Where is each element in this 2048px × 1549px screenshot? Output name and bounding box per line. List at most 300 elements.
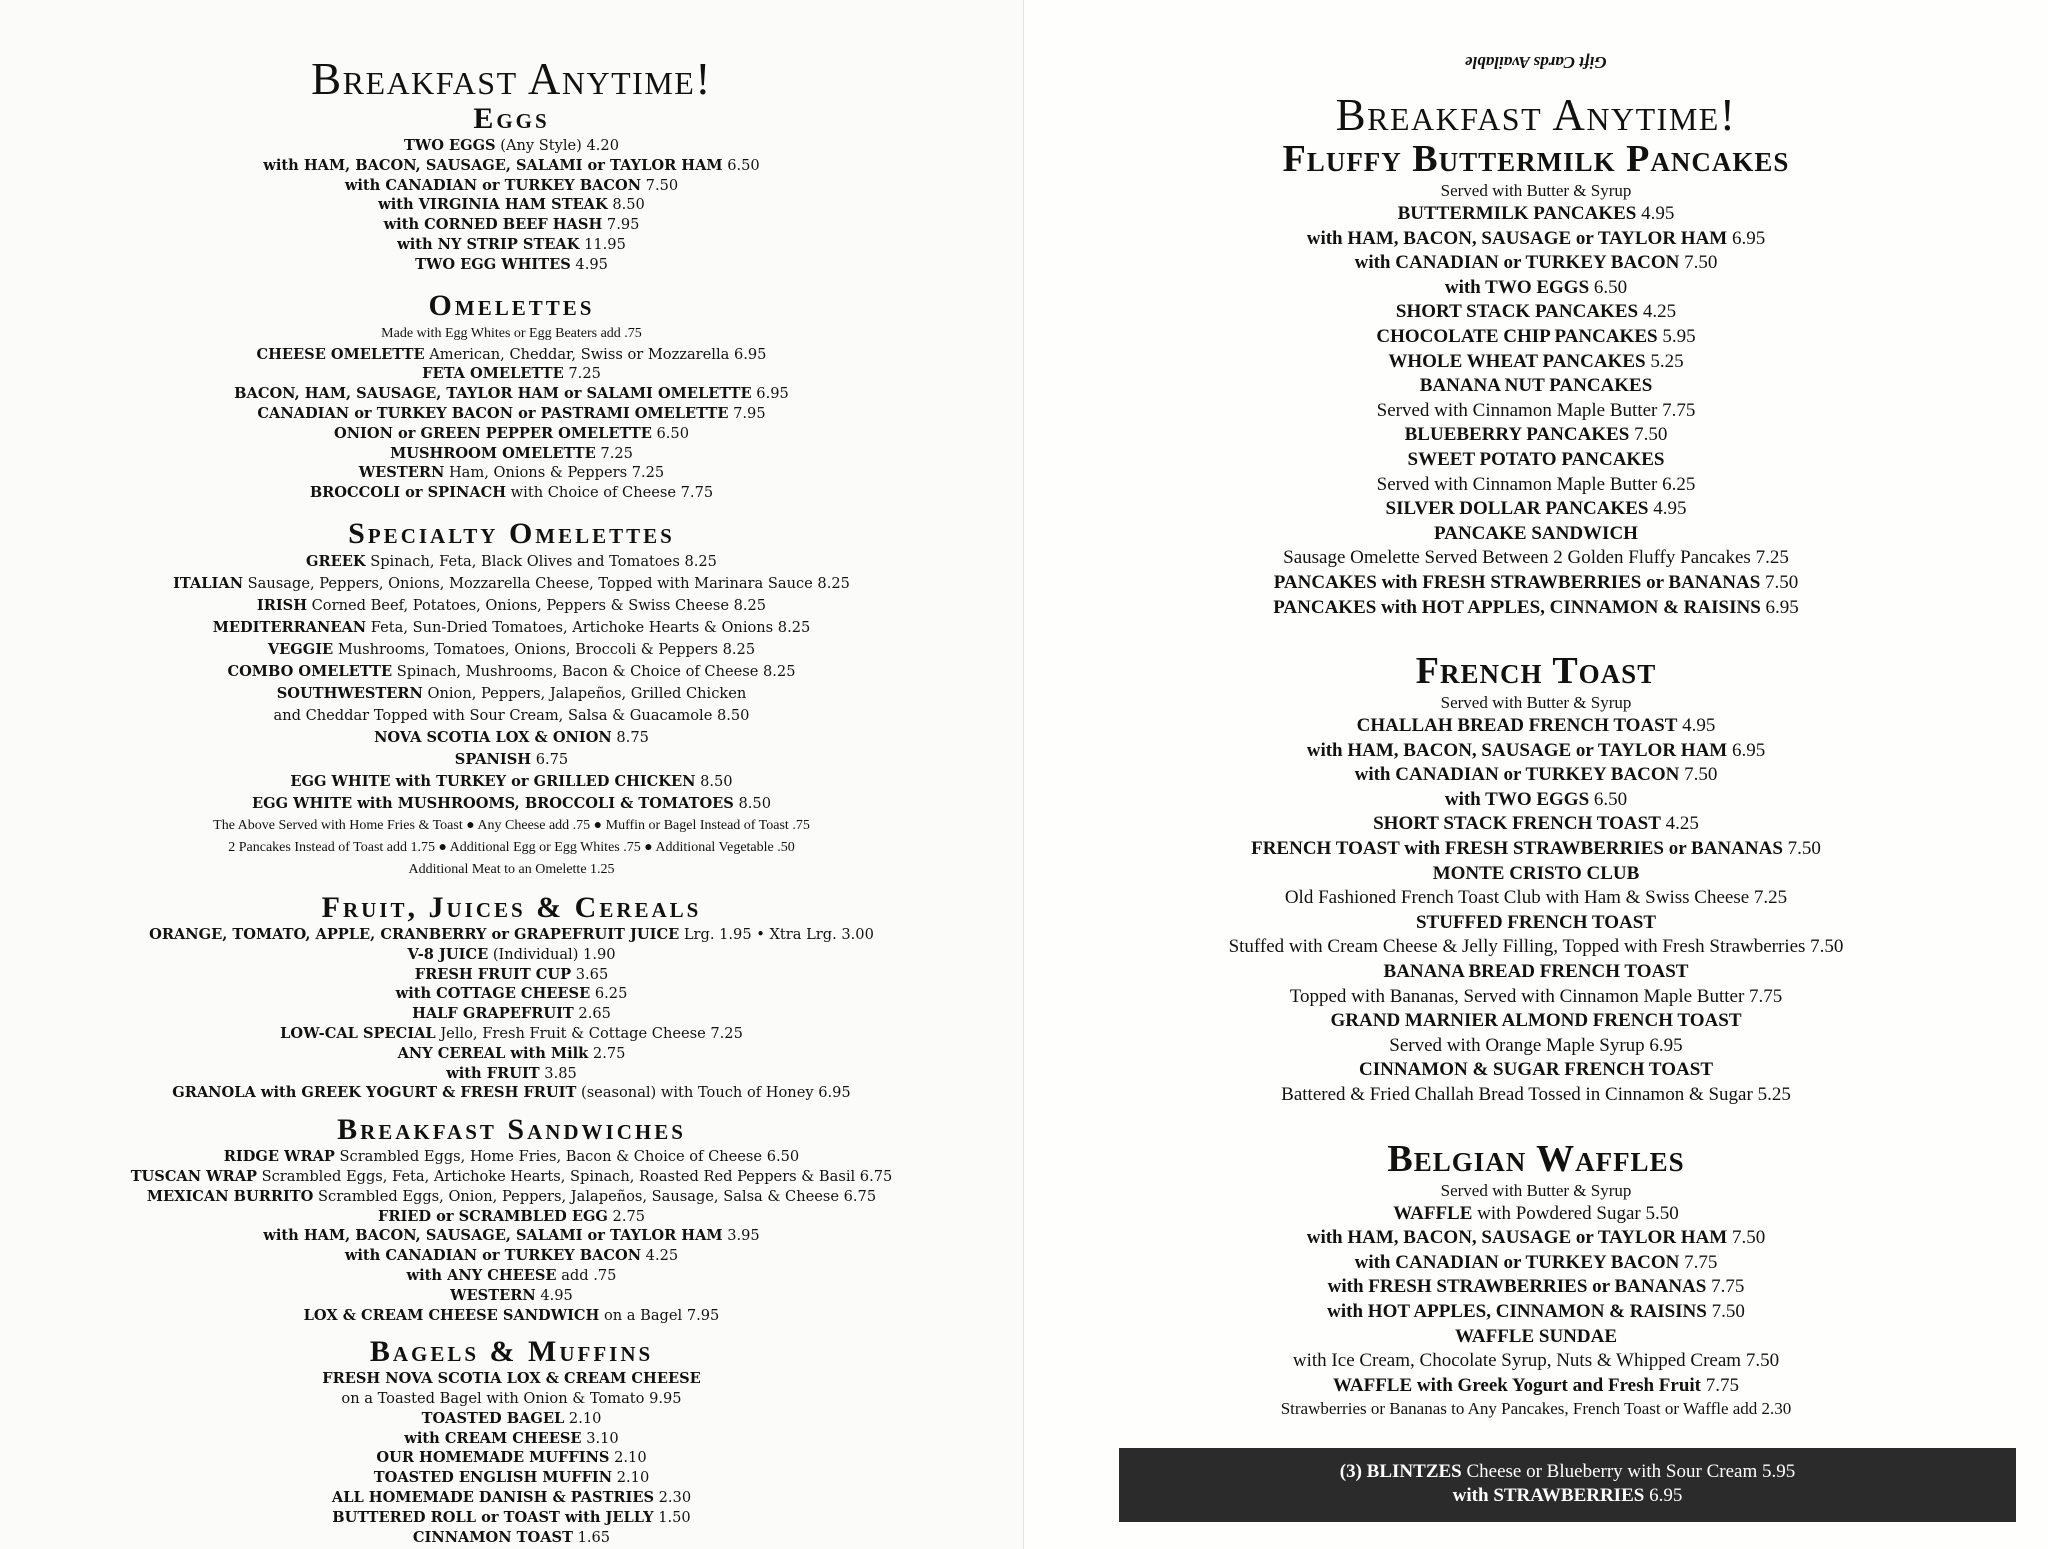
menu-item-line — [1024, 788, 2048, 813]
menu-item-detail: 6.50 — [722, 156, 760, 174]
menu-item-line — [0, 683, 1023, 705]
menu-item-line — [0, 1369, 1023, 1389]
menu-item-line — [0, 176, 1023, 196]
menu-item-name: with CREAM CHEESE — [404, 1429, 582, 1447]
menu-item-line — [0, 661, 1023, 683]
menu-item-line — [0, 1226, 1023, 1246]
menu-item-line — [0, 1448, 1023, 1468]
menu-item-line — [0, 771, 1023, 793]
menu-item-detail: Spinach, Feta, Black Olives and Tomatoes 8.25 — [365, 552, 717, 570]
menu-item-line — [0, 345, 1023, 365]
french-toast-heading: French Toast — [1415, 650, 1657, 693]
menu-item-name: SILVER DOLLAR PANCAKES — [1385, 498, 1649, 520]
menu-item-name: TUSCAN WRAP — [130, 1167, 257, 1185]
menu-item-name: CANADIAN or TURKEY BACON or PASTRAMI OMELETTE — [257, 404, 729, 422]
menu-item-name: with HAM, BACON, SAUSAGE or TAYLOR HAM — [1306, 739, 1728, 761]
menu-item-line — [1024, 522, 2048, 547]
menu-item-line — [0, 255, 1023, 275]
menu-item-line — [1024, 325, 2048, 350]
menu-item-line — [0, 195, 1023, 215]
menu-item-detail: Scrambled Eggs, Onion, Peppers, Jalapeños, Sausage, Salsa & Cheese 6.75 — [313, 1187, 877, 1205]
menu-item-name: LOW-CAL SPECIAL — [280, 1024, 436, 1042]
pancakes-list — [1024, 202, 2048, 620]
menu-item-name: with CANADIAN or TURKEY BACON — [1354, 1251, 1680, 1273]
waffles-addon-note: Strawberries or Bananas to Any Pancakes, French Toast or Waffle add 2.30 — [1280, 1399, 1792, 1419]
menu-item-line — [0, 136, 1023, 156]
menu-item-name: with NY STRIP STEAK — [397, 235, 580, 253]
menu-item-name: LOX & CREAM CHEESE SANDWICH — [303, 1306, 600, 1324]
menu-item-line — [0, 444, 1023, 464]
menu-item-detail: Lrg. 1.95 • Xtra Lrg. 3.00 — [679, 925, 874, 943]
menu-item-detail: 7.25 — [595, 444, 633, 462]
menu-item-detail: 2.10 — [609, 1449, 647, 1467]
right-page-title: Breakfast Anytime! — [1335, 90, 1737, 140]
menu-item-line — [0, 1083, 1023, 1103]
menu-item-line — [1024, 911, 2048, 936]
menu-item-detail: 6.95 — [1760, 596, 1799, 618]
menu-item-detail: 4.25 — [1638, 301, 1677, 323]
menu-item-detail: (seasonal) with Touch of Honey 6.95 — [576, 1084, 851, 1102]
menu-item-name: BROCCOLI or SPINACH — [309, 484, 507, 502]
menu-item-detail: Served with Cinnamon Maple Butter 6.25 — [1376, 473, 1696, 495]
menu-item-name: WESTERN — [450, 1286, 536, 1304]
belgian-waffles-heading: Belgian Waffles — [1387, 1137, 1685, 1180]
menu-item-line — [1024, 202, 2048, 227]
menu-item-detail: 7.75 — [1706, 1276, 1745, 1298]
menu-item-line — [0, 215, 1023, 235]
menu-item-detail: 6.50 — [1589, 276, 1628, 298]
breakfast-sandwiches-heading: Breakfast Sandwiches — [337, 1113, 686, 1147]
menu-item-line — [0, 595, 1023, 617]
menu-item-detail: 5.95 — [1657, 325, 1696, 347]
menu-item-detail: 1.65 — [572, 1528, 611, 1546]
fruit-juices-cereals-heading: Fruit, Juices & Cereals — [321, 890, 702, 924]
menu-item-line — [0, 945, 1023, 965]
menu-item-detail: with Powdered Sugar 5.50 — [1472, 1202, 1679, 1224]
menu-item-name: SWEET POTATO PANCAKES — [1407, 448, 1665, 470]
menu-item-name: ONION or GREEN PEPPER OMELETTE — [334, 424, 652, 442]
menu-item-detail: 3.85 — [539, 1064, 577, 1082]
menu-item-detail: Scrambled Eggs, Home Fries, Bacon & Choice of Cheese 6.50 — [334, 1148, 800, 1166]
menu-item-detail: 8.50 — [733, 794, 771, 812]
menu-item-line — [0, 617, 1023, 639]
menu-item-detail: 7.50 — [1706, 1300, 1745, 1322]
menu-item-name: FETA OMELETTE — [422, 365, 564, 383]
menu-item-detail: 7.50 — [641, 176, 679, 194]
menu-item-line — [1024, 763, 2048, 788]
menu-item-detail: 3.65 — [571, 965, 609, 983]
menu-item-name: V-8 JUICE — [407, 945, 489, 963]
menu-item-line — [1024, 374, 2048, 399]
menu-item-name: WESTERN — [358, 464, 445, 482]
menu-item-detail: 7.95 — [602, 216, 640, 234]
menu-item-detail: 7.50 — [1629, 424, 1668, 446]
menu-item-detail: 7.75 — [1679, 1251, 1718, 1273]
menu-item-name: with HAM, BACON, SAUSAGE or TAYLOR HAM — [1306, 1227, 1728, 1249]
menu-item-detail: 7.75 — [1701, 1374, 1740, 1396]
menu-item-detail: Stuffed with Cream Cheese & Jelly Filling, Topped with Fresh Strawberries 7.50 — [1228, 936, 1844, 958]
menu-item-line — [0, 1389, 1023, 1409]
menu-item-detail: (Individual) 1.90 — [488, 945, 616, 963]
menu-item-line — [1024, 837, 2048, 862]
menu-item-name: with COTTAGE CHEESE — [395, 985, 591, 1003]
menu-item-line — [0, 749, 1023, 771]
menu-item-name: with ANY CHEESE — [406, 1266, 557, 1284]
menu-item-line — [1024, 739, 2048, 764]
menu-item-name: RIDGE WRAP — [223, 1148, 335, 1166]
menu-item-name: CINNAMON & SUGAR FRENCH TOAST — [1359, 1059, 1713, 1081]
menu-item-detail: 6.95 — [1727, 227, 1766, 249]
menu-item-line — [0, 156, 1023, 176]
menu-item-name: COMBO OMELETTE — [227, 662, 393, 680]
menu-item-line — [1024, 862, 2048, 887]
fruit-juices-cereals-list — [0, 925, 1023, 1103]
menu-item-line — [1024, 985, 2048, 1010]
french-toast-served-note: Served with Butter & Syrup — [1440, 693, 1632, 713]
menu-note: Additional Meat to an Omelette 1.25 — [408, 861, 615, 877]
menu-item-detail: 6.50 — [651, 424, 689, 442]
eggs-heading: Eggs — [473, 102, 550, 135]
menu-item-line — [1024, 1083, 2048, 1108]
blintzes-line-2 — [1119, 1484, 2016, 1508]
menu-item-name: PANCAKE SANDWICH — [1434, 522, 1638, 544]
menu-item-line — [0, 1004, 1023, 1024]
menu-item-name: GREEK — [306, 552, 366, 570]
menu-item-line — [0, 1306, 1023, 1326]
menu-item-detail: 4.25 — [641, 1247, 679, 1265]
menu-item-detail: 4.95 — [1677, 715, 1716, 737]
menu-item-name: MUSHROOM OMELETTE — [390, 444, 596, 462]
menu-item-line — [0, 1508, 1023, 1528]
menu-item-name: TWO EGG WHITES — [415, 255, 571, 273]
menu-item-name: FRIED or SCRAMBLED EGG — [377, 1207, 608, 1225]
menu-item-line — [1024, 1325, 2048, 1350]
menu-item-name: SHORT STACK FRENCH TOAST — [1373, 813, 1661, 835]
menu-item-detail: Mushrooms, Tomatoes, Onions, Broccoli & Peppers 8.25 — [333, 640, 756, 658]
menu-item-detail: 1.50 — [653, 1508, 691, 1526]
menu-item-name: ALL HOMEMADE DANISH & PASTRIES — [331, 1489, 654, 1507]
menu-item-name: SHORT STACK PANCAKES — [1395, 301, 1639, 323]
menu-item-name: BUTTERMILK PANCAKES — [1397, 203, 1637, 224]
left-column — [0, 56, 1023, 1547]
menu-item-name: BACON, HAM, SAUSAGE, TAYLOR HAM or SALAMI OMELETTE — [234, 385, 752, 403]
menu-item-name: with CANADIAN or TURKEY BACON — [344, 1247, 642, 1265]
menu-item-name: CHEESE OMELETTE — [256, 345, 425, 363]
menu-item-detail: add .75 — [556, 1266, 617, 1284]
menu-item-name: BUTTERED ROLL or TOAST with JELLY — [332, 1508, 654, 1526]
specialty-notes — [0, 815, 1023, 881]
breakfast-sandwiches-list — [0, 1147, 1023, 1325]
menu-item-name: TWO EGGS — [403, 137, 496, 154]
menu-item-name: with TWO EGGS — [1444, 276, 1590, 298]
menu-item-name: with CORNED BEEF HASH — [383, 216, 603, 234]
menu-item-name: PANCAKES with FRESH STRAWBERRIES or BANANAS — [1273, 571, 1761, 593]
menu-item-line — [0, 925, 1023, 945]
menu-item-line — [0, 1064, 1023, 1084]
menu-item-name: TOASTED BAGEL — [421, 1409, 565, 1427]
menu-item-line — [1024, 350, 2048, 375]
belgian-waffles-list — [1024, 1202, 2048, 1399]
menu-item-line — [0, 1187, 1023, 1207]
menu-item-detail: Onion, Peppers, Jalapeños, Grilled Chicken — [422, 684, 747, 702]
menu-item-detail: Spinach, Mushrooms, Bacon & Choice of Cheese 8.25 — [392, 662, 796, 680]
menu-item-detail: Served with Cinnamon Maple Butter 7.75 — [1376, 399, 1696, 421]
menu-item-line — [1024, 497, 2048, 522]
menu-item-detail: American, Cheddar, Swiss or Mozzarella 6.95 — [424, 345, 767, 363]
menu-item-name: with HAM, BACON, SAUSAGE, SALAMI or TAYLOR HAM — [263, 1227, 723, 1245]
menu-item-name: BANANA NUT PANCAKES — [1419, 375, 1653, 397]
menu-item-line — [1024, 1374, 2048, 1399]
menu-item-line — [1024, 596, 2048, 621]
menu-item-line — [1024, 571, 2048, 596]
menu-item-line — [0, 639, 1023, 661]
menu-item-detail: Sausage, Peppers, Onions, Mozzarella Cheese, Topped with Marinara Sauce 8.25 — [243, 574, 850, 592]
menu-note: 2 Pancakes Instead of Toast add 1.75 ● Additional Egg or Egg Whites .75 ● Additional Vegetable .50 — [228, 839, 795, 855]
menu-item-name: with CANADIAN or TURKEY BACON — [1354, 252, 1680, 274]
menu-item-line — [0, 1468, 1023, 1488]
left-page-title: Breakfast Anytime! — [311, 54, 712, 104]
menu-item-detail: 7.50 — [1679, 764, 1718, 786]
menu-item-detail: 2.10 — [612, 1469, 650, 1487]
menu-item-detail: 7.50 — [1782, 838, 1821, 860]
menu-item-detail: 7.95 — [728, 404, 766, 422]
gift-cards-text: Gift Cards Available — [1465, 53, 1607, 72]
menu-item-line — [1024, 1275, 2048, 1300]
menu-item-detail: Served with Orange Maple Syrup 6.95 — [1389, 1034, 1683, 1056]
menu-item-line — [0, 384, 1023, 404]
menu-item-name: ITALIAN — [173, 574, 244, 592]
menu-item-detail: with Choice of Cheese 7.75 — [506, 484, 714, 502]
menu-item-line — [0, 705, 1023, 727]
omelettes-heading: Omelettes — [428, 288, 595, 322]
menu-item-line — [1024, 1251, 2048, 1276]
menu-item-name: VEGGIE — [267, 640, 334, 658]
menu-item-line — [0, 1409, 1023, 1429]
menu-item-line — [0, 1167, 1023, 1187]
menu-item-name: with CANADIAN or TURKEY BACON — [1354, 764, 1680, 786]
specialty-omelettes-heading: Specialty Omelettes — [348, 516, 675, 550]
menu-item-line — [1024, 546, 2048, 571]
menu-item-line — [1024, 960, 2048, 985]
menu-item-line — [1024, 1226, 2048, 1251]
waffles-served-note: Served with Butter & Syrup — [1440, 1180, 1632, 1200]
menu-item-name: with CANADIAN or TURKEY BACON — [344, 176, 642, 194]
right-menu-page — [1024, 0, 2048, 1549]
omelettes-list — [0, 345, 1023, 503]
menu-item-name: GRAND MARNIER ALMOND FRENCH TOAST — [1330, 1010, 1742, 1032]
menu-item-name: ANY CEREAL with Milk — [397, 1044, 589, 1062]
menu-item-detail: 6.95 — [1727, 739, 1766, 761]
menu-item-detail: Old Fashioned French Toast Club with Ham & Swiss Cheese 7.25 — [1284, 887, 1788, 909]
menu-item-line — [1024, 935, 2048, 960]
menu-item-name: OUR HOMEMADE MUFFINS — [376, 1449, 610, 1467]
menu-item-line — [0, 573, 1023, 595]
menu-item-line — [1024, 473, 2048, 498]
menu-item-line — [1024, 300, 2048, 325]
menu-item-name: with HAM, BACON, SAUSAGE, SALAMI or TAYLOR HAM — [263, 156, 723, 174]
menu-item-detail: (Any Style) 4.20 — [495, 137, 620, 154]
menu-item-line — [0, 1488, 1023, 1508]
menu-item-name: TOASTED ENGLISH MUFFIN — [373, 1469, 613, 1487]
eggs-list — [0, 136, 1023, 275]
menu-item-name: with TWO EGGS — [1444, 788, 1590, 810]
menu-item-line — [1024, 227, 2048, 252]
menu-item-name: with HOT APPLES, CINNAMON & RAISINS — [1327, 1300, 1707, 1322]
menu-item-detail: 7.50 — [1727, 1227, 1766, 1249]
menu-item-detail: Topped with Bananas, Served with Cinnamon Maple Butter 7.75 — [1289, 985, 1783, 1007]
menu-item-detail: 8.50 — [607, 196, 645, 214]
menu-item-name: EGG WHITE with MUSHROOMS, BROCCOLI & TOMATOES — [251, 794, 734, 812]
menu-item-detail: Feta, Sun-Dried Tomatoes, Artichoke Hearts & Onions 8.25 — [366, 618, 811, 636]
menu-item-detail: 7.50 — [1679, 252, 1718, 274]
menu-item-name: BANANA BREAD FRENCH TOAST — [1383, 961, 1689, 983]
pancakes-heading: Fluffy Buttermilk Pancakes — [1282, 138, 1790, 180]
menu-item-line — [0, 404, 1023, 424]
menu-item-name: CHOCOLATE CHIP PANCAKES — [1376, 325, 1658, 347]
menu-item-line — [0, 463, 1023, 483]
menu-item-name: ORANGE, TOMATO, APPLE, CRANBERRY or GRAPEFRUIT JUICE — [149, 925, 680, 943]
menu-item-detail: Corned Beef, Potatoes, Onions, Peppers & Swiss Cheese 8.25 — [307, 596, 767, 614]
menu-item-name: with FRUIT — [446, 1064, 540, 1082]
bagels-muffins-heading: Bagels & Muffins — [369, 1335, 654, 1369]
blintzes-strawberries-price: 6.95 — [1644, 1485, 1683, 1506]
menu-item-name: FRESH FRUIT CUP — [414, 965, 572, 983]
menu-item-line — [1024, 1202, 2048, 1227]
menu-item-detail: Ham, Onions & Peppers 7.25 — [444, 464, 665, 482]
menu-item-detail: 2.75 — [607, 1207, 646, 1225]
menu-item-line — [0, 1024, 1023, 1044]
menu-item-line — [0, 1044, 1023, 1064]
menu-item-detail: 2.65 — [573, 1005, 611, 1023]
menu-item-detail: Sausage Omelette Served Between 2 Golden Fluffy Pancakes 7.25 — [1283, 547, 1789, 569]
menu-item-detail: 4.25 — [1660, 813, 1699, 835]
menu-item-line — [0, 1286, 1023, 1306]
menu-item-line — [1024, 1009, 2048, 1034]
menu-item-name: MONTE CRISTO CLUB — [1432, 862, 1640, 884]
menu-item-name: PANCAKES with HOT APPLES, CINNAMON & RAISINS — [1273, 596, 1761, 618]
menu-item-line — [1024, 1349, 2048, 1374]
menu-item-line — [1024, 812, 2048, 837]
menu-item-detail: 5.25 — [1645, 350, 1684, 372]
menu-item-name: GRANOLA with GREEK YOGURT & FRESH FRUIT — [172, 1084, 577, 1102]
menu-item-name: HALF GRAPEFRUIT — [412, 1005, 574, 1023]
blintzes-line-1 — [1119, 1460, 2016, 1484]
menu-item-detail: Jello, Fresh Fruit & Cottage Cheese 7.25 — [435, 1024, 743, 1042]
blintzes-desc: Cheese or Blueberry with Sour Cream 5.95 — [1461, 1461, 1796, 1482]
menu-item-line — [0, 1266, 1023, 1286]
menu-item-line — [1024, 251, 2048, 276]
menu-item-name: with VIRGINIA HAM STEAK — [378, 196, 608, 214]
menu-item-name: BLUEBERRY PANCAKES — [1404, 424, 1630, 446]
menu-item-line — [0, 1207, 1023, 1227]
menu-item-name: NOVA SCOTIA LOX & ONION — [374, 728, 612, 746]
menu-item-detail: on a Toasted Bagel with Onion & Tomato 9.95 — [341, 1390, 682, 1408]
menu-item-line — [1024, 276, 2048, 301]
menu-item-detail: 3.95 — [722, 1227, 760, 1245]
menu-item-detail: 4.95 — [1648, 498, 1687, 520]
menu-item-detail: 6.50 — [1589, 788, 1628, 810]
menu-item-line — [0, 1246, 1023, 1266]
bagels-muffins-list — [0, 1369, 1023, 1547]
menu-item-detail: 8.50 — [695, 772, 733, 790]
menu-item-name: CHALLAH BREAD FRENCH TOAST — [1356, 715, 1678, 737]
menu-item-detail: Scrambled Eggs, Feta, Artichoke Hearts, Spinach, Roasted Red Peppers & Basil 6.75 — [257, 1167, 893, 1185]
menu-item-line — [1024, 399, 2048, 424]
french-toast-list — [1024, 714, 2048, 1108]
omelettes-note: Made with Egg Whites or Egg Beaters add .75 — [381, 325, 642, 341]
menu-item-line — [1024, 886, 2048, 911]
menu-item-detail: 11.95 — [579, 235, 626, 253]
menu-item-line — [0, 1528, 1023, 1548]
menu-item-detail: 2.10 — [564, 1409, 602, 1427]
menu-item-name: with HAM, BACON, SAUSAGE or TAYLOR HAM — [1306, 227, 1728, 249]
menu-item-line — [0, 364, 1023, 384]
menu-item-detail: 2.75 — [588, 1044, 626, 1062]
menu-item-detail: 6.75 — [531, 750, 569, 768]
menu-item-detail: Battered & Fried Challah Bread Tossed in Cinnamon & Sugar 5.25 — [1281, 1084, 1791, 1105]
menu-item-detail: with Ice Cream, Chocolate Syrup, Nuts & Whipped Cream 7.50 — [1292, 1350, 1780, 1372]
blintzes-strawberries-item: with STRAWBERRIES — [1452, 1485, 1645, 1506]
menu-item-name: EGG WHITE with TURKEY or GRILLED CHICKEN — [290, 772, 696, 790]
menu-item-detail: 6.25 — [590, 985, 628, 1003]
menu-item-line — [0, 984, 1023, 1004]
menu-item-name: SPANISH — [454, 750, 532, 768]
menu-item-line — [0, 793, 1023, 815]
menu-item-line — [0, 551, 1023, 573]
menu-item-name: WAFFLE — [1393, 1202, 1473, 1224]
menu-item-line — [1024, 1034, 2048, 1059]
menu-item-detail: 6.95 — [751, 385, 789, 403]
menu-item-name: SOUTHWESTERN — [276, 684, 423, 702]
menu-item-line — [1024, 714, 2048, 739]
menu-item-line — [0, 965, 1023, 985]
menu-item-name: MEDITERRANEAN — [212, 618, 367, 636]
menu-item-name: STUFFED FRENCH TOAST — [1415, 911, 1656, 933]
menu-item-line — [1024, 1300, 2048, 1325]
blintzes-item: (3) BLINTZES — [1339, 1461, 1462, 1482]
menu-item-detail: 3.10 — [581, 1429, 619, 1447]
blintzes-banner — [1119, 1448, 2016, 1522]
specialty-omelettes-list — [0, 551, 1023, 815]
menu-item-name: FRESH NOVA SCOTIA LOX & CREAM CHEESE — [322, 1370, 701, 1388]
menu-item-line — [1024, 423, 2048, 448]
menu-item-detail: 7.25 — [563, 365, 601, 383]
menu-item-detail: and Cheddar Topped with Sour Cream, Salsa & Guacamole 8.50 — [273, 706, 750, 724]
pancakes-served-note: Served with Butter & Syrup — [1440, 181, 1632, 200]
menu-note: The Above Served with Home Fries & Toast ● Any Cheese add .75 ● Muffin or Bagel Instead of Toast .75 — [213, 817, 810, 833]
menu-item-detail: 2.30 — [653, 1489, 692, 1507]
menu-item-name: WHOLE WHEAT PANCAKES — [1388, 350, 1646, 372]
menu-item-detail: 4.95 — [535, 1286, 573, 1304]
menu-item-detail: 4.95 — [570, 255, 608, 273]
gift-cards-note — [1024, 52, 2048, 72]
menu-item-name: FRENCH TOAST with FRESH STRAWBERRIES or BANANAS — [1251, 838, 1783, 860]
menu-item-line — [0, 424, 1023, 444]
menu-item-line — [0, 483, 1023, 503]
menu-item-line — [0, 1429, 1023, 1449]
menu-item-name: with FRESH STRAWBERRIES or BANANAS — [1327, 1276, 1707, 1298]
menu-item-line — [0, 1147, 1023, 1167]
menu-item-detail: on a Bagel 7.95 — [599, 1306, 720, 1324]
menu-item-name: MEXICAN BURRITO — [146, 1187, 314, 1205]
menu-item-line — [0, 727, 1023, 749]
menu-item-name: IRISH — [256, 596, 307, 614]
menu-item-name: WAFFLE SUNDAE — [1454, 1325, 1618, 1347]
menu-item-detail: 4.95 — [1636, 203, 1675, 224]
menu-item-name: CINNAMON TOAST — [412, 1528, 573, 1546]
menu-item-name: WAFFLE with Greek Yogurt and Fresh Fruit — [1332, 1374, 1702, 1396]
menu-item-line — [1024, 1058, 2048, 1083]
